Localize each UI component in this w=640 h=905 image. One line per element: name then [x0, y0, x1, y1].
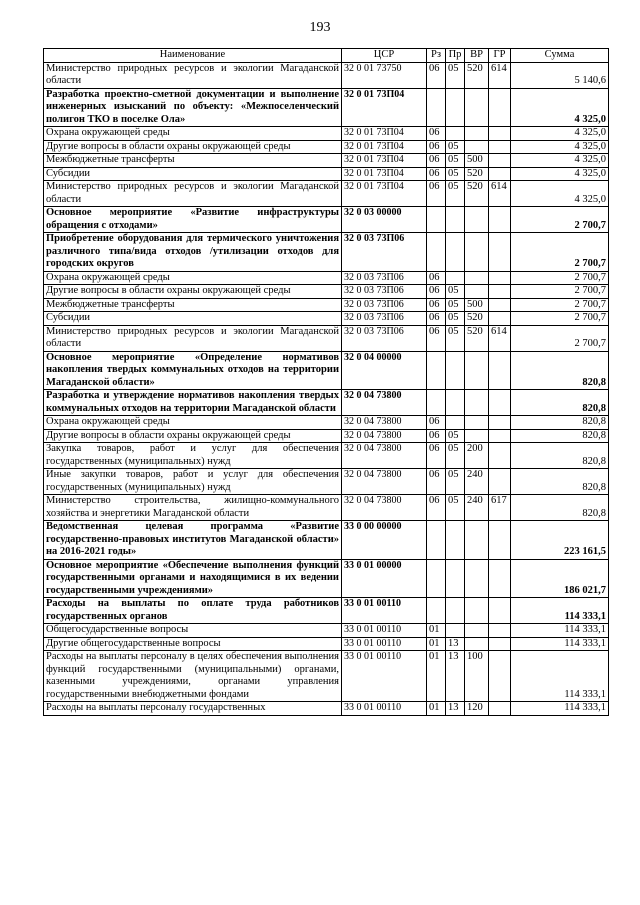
- cell-pr: [446, 559, 465, 598]
- cell-name: Министерство природных ресурсов и экологии Магаданской области: [44, 325, 342, 351]
- table-row: [44, 207, 609, 233]
- table-row: [44, 271, 609, 285]
- cell-pr: [446, 521, 465, 560]
- cell-rz: 06: [427, 298, 446, 312]
- table-row: [44, 624, 609, 638]
- cell-pr: 05: [446, 140, 465, 154]
- cell-rz: 06: [427, 181, 446, 207]
- cell-sum: 114 333,1: [511, 651, 609, 702]
- cell-pr: [446, 416, 465, 430]
- cell-pr: 05: [446, 62, 465, 88]
- cell-pr: 13: [446, 702, 465, 716]
- cell-gr: [489, 469, 511, 495]
- cell-vr: 240: [465, 469, 489, 495]
- cell-pr: 05: [446, 285, 465, 299]
- cell-vr: [465, 624, 489, 638]
- cell-rz: 01: [427, 624, 446, 638]
- table-row: [44, 285, 609, 299]
- cell-rz: 06: [427, 140, 446, 154]
- cell-gr: 617: [489, 495, 511, 521]
- cell-sum: 4 325,0: [511, 127, 609, 141]
- cell-pr: 05: [446, 167, 465, 181]
- cell-gr: [489, 285, 511, 299]
- cell-rz: [427, 88, 446, 127]
- cell-rz: [427, 521, 446, 560]
- table-row: [44, 521, 609, 560]
- cell-csr: 32 0 04 73800: [342, 469, 427, 495]
- cell-pr: [446, 127, 465, 141]
- cell-csr: 32 0 01 73П04: [342, 140, 427, 154]
- cell-name: Охрана окружающей среды: [44, 127, 342, 141]
- table-row: [44, 651, 609, 702]
- cell-sum: 4 325,0: [511, 88, 609, 127]
- cell-pr: 05: [446, 495, 465, 521]
- cell-vr: [465, 598, 489, 624]
- cell-csr: 32 0 04 73800: [342, 390, 427, 416]
- cell-csr: 33 0 00 00000: [342, 521, 427, 560]
- table-row: [44, 88, 609, 127]
- cell-vr: [465, 271, 489, 285]
- table-row: [44, 127, 609, 141]
- cell-gr: [489, 443, 511, 469]
- table-row: [44, 598, 609, 624]
- cell-name: Иные закупки товаров, работ и услуг для обеспечения государственных (муниципальных) нужд: [44, 469, 342, 495]
- cell-csr: 32 0 03 73П06: [342, 271, 427, 285]
- cell-gr: [489, 298, 511, 312]
- table-row: [44, 312, 609, 326]
- cell-vr: 520: [465, 312, 489, 326]
- cell-gr: 614: [489, 325, 511, 351]
- cell-rz: 06: [427, 429, 446, 443]
- cell-name: Расходы на выплаты по оплате труда работников государственных органов: [44, 598, 342, 624]
- cell-vr: [465, 127, 489, 141]
- cell-gr: [489, 429, 511, 443]
- cell-pr: 13: [446, 651, 465, 702]
- cell-sum: 820,8: [511, 390, 609, 416]
- table-row: [44, 469, 609, 495]
- cell-rz: 01: [427, 651, 446, 702]
- table-row: [44, 325, 609, 351]
- cell-name: Межбюджетные трансферты: [44, 154, 342, 168]
- cell-sum: 2 700,7: [511, 233, 609, 272]
- cell-vr: [465, 351, 489, 390]
- cell-csr: 32 0 01 73П04: [342, 181, 427, 207]
- cell-pr: 05: [446, 429, 465, 443]
- cell-pr: 05: [446, 325, 465, 351]
- cell-sum: 186 021,7: [511, 559, 609, 598]
- cell-sum: 4 325,0: [511, 140, 609, 154]
- cell-rz: 06: [427, 127, 446, 141]
- cell-sum: 2 700,7: [511, 312, 609, 326]
- cell-rz: 01: [427, 637, 446, 651]
- cell-csr: 32 0 03 73П06: [342, 325, 427, 351]
- cell-sum: 820,8: [511, 416, 609, 430]
- table-body: [44, 62, 609, 715]
- cell-rz: [427, 559, 446, 598]
- cell-rz: 06: [427, 325, 446, 351]
- cell-pr: 05: [446, 443, 465, 469]
- cell-name: Субсидии: [44, 167, 342, 181]
- cell-gr: [489, 390, 511, 416]
- table-row: [44, 443, 609, 469]
- cell-gr: [489, 233, 511, 272]
- cell-vr: [465, 429, 489, 443]
- cell-sum: 4 325,0: [511, 154, 609, 168]
- cell-gr: [489, 127, 511, 141]
- cell-name: Министерство природных ресурсов и экологии Магаданской области: [44, 62, 342, 88]
- cell-rz: [427, 207, 446, 233]
- cell-gr: [489, 624, 511, 638]
- cell-csr: 32 0 04 73800: [342, 495, 427, 521]
- cell-pr: 05: [446, 181, 465, 207]
- table-row: [44, 416, 609, 430]
- cell-csr: 32 0 04 73800: [342, 416, 427, 430]
- cell-vr: 100: [465, 651, 489, 702]
- cell-sum: 2 700,7: [511, 298, 609, 312]
- cell-sum: 114 333,1: [511, 702, 609, 716]
- cell-vr: [465, 390, 489, 416]
- cell-csr: 32 0 03 73П06: [342, 233, 427, 272]
- cell-vr: 520: [465, 181, 489, 207]
- cell-name: Другие вопросы в области охраны окружающей среды: [44, 285, 342, 299]
- cell-sum: 114 333,1: [511, 637, 609, 651]
- cell-gr: [489, 351, 511, 390]
- cell-name: Ведомственная целевая программа «Развитие государственно-правовых институтов Магаданской области» на 2016-2021 годы»: [44, 521, 342, 560]
- cell-sum: 4 325,0: [511, 181, 609, 207]
- cell-name: Другие вопросы в области охраны окружающей среды: [44, 429, 342, 443]
- table-row: [44, 390, 609, 416]
- cell-gr: [489, 207, 511, 233]
- cell-csr: 32 0 04 73800: [342, 429, 427, 443]
- cell-csr: 33 0 01 00110: [342, 702, 427, 716]
- cell-pr: 05: [446, 312, 465, 326]
- cell-vr: 520: [465, 62, 489, 88]
- cell-rz: 06: [427, 154, 446, 168]
- cell-rz: [427, 233, 446, 272]
- cell-vr: 500: [465, 298, 489, 312]
- cell-sum: 820,8: [511, 429, 609, 443]
- cell-sum: 2 700,7: [511, 285, 609, 299]
- header-name: Наименование: [44, 49, 342, 63]
- cell-sum: 2 700,7: [511, 271, 609, 285]
- table-header-row: [44, 49, 609, 63]
- cell-vr: [465, 140, 489, 154]
- cell-gr: [489, 88, 511, 127]
- cell-name: Охрана окружающей среды: [44, 271, 342, 285]
- cell-name: Основное мероприятие «Развитие инфраструктуры обращения с отходами»: [44, 207, 342, 233]
- cell-rz: 06: [427, 312, 446, 326]
- cell-csr: 33 0 01 00110: [342, 624, 427, 638]
- cell-vr: [465, 416, 489, 430]
- cell-rz: 06: [427, 469, 446, 495]
- cell-gr: [489, 312, 511, 326]
- cell-sum: 4 325,0: [511, 167, 609, 181]
- cell-gr: [489, 598, 511, 624]
- cell-rz: 06: [427, 443, 446, 469]
- cell-name: Другие общегосударственные вопросы: [44, 637, 342, 651]
- cell-sum: 5 140,6: [511, 62, 609, 88]
- cell-name: Охрана окружающей среды: [44, 416, 342, 430]
- header-pr: Пр: [446, 49, 465, 63]
- cell-name: Министерство строительства, жилищно-коммунального хозяйства и энергетики Магаданской области: [44, 495, 342, 521]
- cell-name: Разработка проектно-сметной документации и выполнение инженерных изысканий по объекту: «Межпоселенческий полигон ТКО в поселке Ола»: [44, 88, 342, 127]
- cell-gr: [489, 651, 511, 702]
- cell-name: Закупка товаров, работ и услуг для обеспечения государственных (муниципальных) нужд: [44, 443, 342, 469]
- cell-rz: 06: [427, 285, 446, 299]
- cell-gr: [489, 702, 511, 716]
- table-row: [44, 140, 609, 154]
- cell-name: Субсидии: [44, 312, 342, 326]
- cell-name: Расходы на выплаты персоналу государственных: [44, 702, 342, 716]
- cell-csr: 32 0 03 73П06: [342, 298, 427, 312]
- cell-vr: [465, 88, 489, 127]
- header-csr: ЦСР: [342, 49, 427, 63]
- cell-csr: 32 0 04 00000: [342, 351, 427, 390]
- cell-gr: [489, 559, 511, 598]
- cell-csr: 32 0 04 73800: [342, 443, 427, 469]
- page-number: 193: [309, 20, 331, 35]
- cell-name: Разработка и утверждение нормативов накопления твердых коммунальных отходов на территории Магаданской области: [44, 390, 342, 416]
- cell-name: Общегосударственные вопросы: [44, 624, 342, 638]
- cell-csr: 32 0 01 73П04: [342, 167, 427, 181]
- cell-rz: 01: [427, 702, 446, 716]
- cell-csr: 33 0 01 00000: [342, 559, 427, 598]
- cell-rz: 06: [427, 271, 446, 285]
- cell-sum: 114 333,1: [511, 624, 609, 638]
- cell-rz: 06: [427, 495, 446, 521]
- cell-name: Другие вопросы в области охраны окружающей среды: [44, 140, 342, 154]
- cell-rz: 06: [427, 167, 446, 181]
- cell-vr: [465, 521, 489, 560]
- cell-pr: 05: [446, 298, 465, 312]
- cell-vr: 240: [465, 495, 489, 521]
- cell-pr: 05: [446, 469, 465, 495]
- cell-name: Межбюджетные трансферты: [44, 298, 342, 312]
- header-gr: ГР: [489, 49, 511, 63]
- cell-vr: [465, 233, 489, 272]
- cell-csr: 32 0 03 73П06: [342, 285, 427, 299]
- cell-sum: 820,8: [511, 443, 609, 469]
- cell-vr: 500: [465, 154, 489, 168]
- cell-csr: 32 0 01 73П04: [342, 154, 427, 168]
- header-vr: ВР: [465, 49, 489, 63]
- cell-sum: 223 161,5: [511, 521, 609, 560]
- cell-rz: 06: [427, 416, 446, 430]
- cell-vr: 520: [465, 325, 489, 351]
- table-row: [44, 702, 609, 716]
- cell-gr: [489, 637, 511, 651]
- cell-pr: [446, 390, 465, 416]
- cell-csr: 32 0 01 73750: [342, 62, 427, 88]
- cell-pr: [446, 271, 465, 285]
- cell-vr: 120: [465, 702, 489, 716]
- table-row: [44, 559, 609, 598]
- cell-gr: 614: [489, 181, 511, 207]
- cell-sum: 2 700,7: [511, 207, 609, 233]
- cell-sum: 820,8: [511, 495, 609, 521]
- cell-pr: [446, 351, 465, 390]
- cell-name: Основное мероприятие «Определение нормативов накопления твердых коммунальных отходов на территории Магаданской области»: [44, 351, 342, 390]
- cell-gr: 614: [489, 62, 511, 88]
- cell-pr: 13: [446, 637, 465, 651]
- cell-sum: 2 700,7: [511, 325, 609, 351]
- table-row: [44, 167, 609, 181]
- table-row: [44, 233, 609, 272]
- cell-vr: [465, 207, 489, 233]
- header-rz: Рз: [427, 49, 446, 63]
- cell-pr: [446, 233, 465, 272]
- cell-name: Министерство природных ресурсов и экологии Магаданской области: [44, 181, 342, 207]
- table-row: [44, 154, 609, 168]
- cell-rz: [427, 598, 446, 624]
- cell-csr: 32 0 01 73П04: [342, 127, 427, 141]
- cell-gr: [489, 154, 511, 168]
- cell-vr: [465, 559, 489, 598]
- cell-pr: [446, 598, 465, 624]
- cell-rz: [427, 351, 446, 390]
- cell-gr: [489, 416, 511, 430]
- cell-gr: [489, 140, 511, 154]
- cell-pr: [446, 88, 465, 127]
- table-row: [44, 429, 609, 443]
- cell-vr: [465, 637, 489, 651]
- cell-csr: 32 0 03 73П06: [342, 312, 427, 326]
- budget-table: [43, 48, 609, 716]
- cell-name: Приобретение оборудования для термического уничтожения различного типа/вида отходов /утилизации отходов для городских округов: [44, 233, 342, 272]
- table-row: [44, 181, 609, 207]
- cell-csr: 33 0 01 00110: [342, 598, 427, 624]
- cell-sum: 114 333,1: [511, 598, 609, 624]
- cell-csr: 32 0 03 00000: [342, 207, 427, 233]
- cell-gr: [489, 521, 511, 560]
- cell-name: Расходы на выплаты персоналу в целях обеспечения выполнения функций государственными (муниципальными) органами, казенными учреждениями, органами управления государственными внебюджетными фондами: [44, 651, 342, 702]
- cell-rz: [427, 390, 446, 416]
- table-row: [44, 637, 609, 651]
- cell-csr: 32 0 01 73П04: [342, 88, 427, 127]
- cell-gr: [489, 167, 511, 181]
- cell-name: Основное мероприятие «Обеспечение выполнения функций государственными органами и находящимися в их ведении государственными учреждениями»: [44, 559, 342, 598]
- cell-gr: [489, 271, 511, 285]
- cell-csr: 33 0 01 00110: [342, 651, 427, 702]
- header-sum: Сумма: [511, 49, 609, 63]
- cell-sum: 820,8: [511, 351, 609, 390]
- cell-sum: 820,8: [511, 469, 609, 495]
- table-row: [44, 62, 609, 88]
- table-row: [44, 298, 609, 312]
- cell-vr: [465, 285, 489, 299]
- cell-pr: [446, 624, 465, 638]
- table-row: [44, 495, 609, 521]
- cell-csr: 33 0 01 00110: [342, 637, 427, 651]
- cell-rz: 06: [427, 62, 446, 88]
- cell-pr: [446, 207, 465, 233]
- cell-vr: 520: [465, 167, 489, 181]
- cell-pr: 05: [446, 154, 465, 168]
- cell-vr: 200: [465, 443, 489, 469]
- table-row: [44, 351, 609, 390]
